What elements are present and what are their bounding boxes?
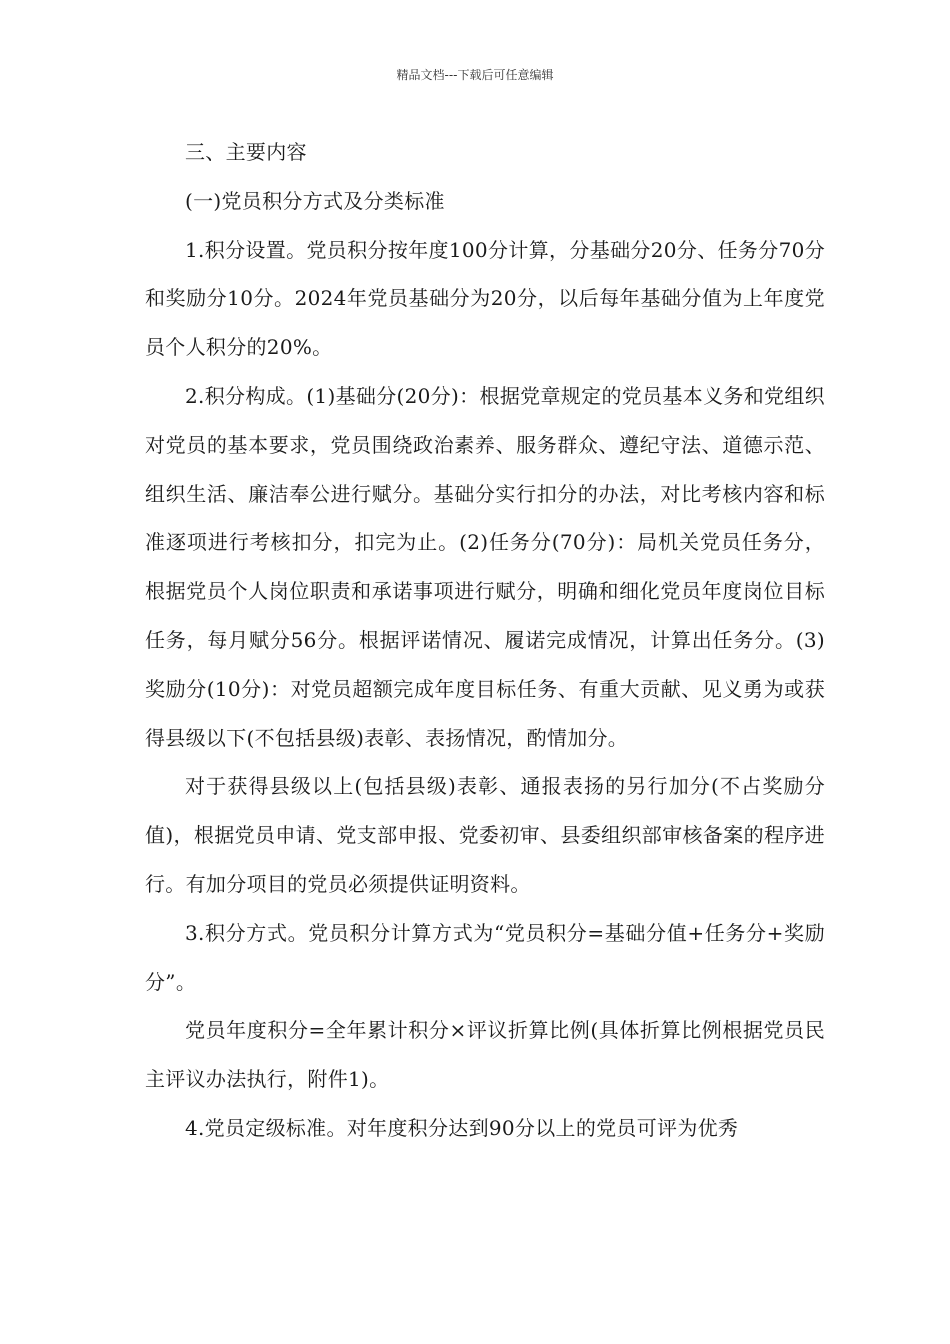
paragraph-annual-score: 党员年度积分=全年累计积分×评议折算比例(具体折算比例根据党员民主评议办法执行，附件1)。 [145,1018,825,1092]
paragraph-grading-standard: 4.党员定级标准。对年度积分达到90分以上的党员可评为优秀 [185,1115,739,1140]
section-heading: 三、主要内容 [185,140,307,164]
subsection-heading: (一)党员积分方式及分类标准 [185,188,445,213]
paragraph-score-setting: 1.积分设置。党员积分按年度100分计算，分基础分20分、任务分70分和奖励分10分。2024年党员基础分为20分，以后每年基础分值为上年度党员个人积分的20%。 [145,237,825,360]
paragraph-extra-points: 对于获得县级以上(包括县级)表彰、通报表扬的另行加分(不占奖励分值)，根据党员申请、党支部申报、党委初审、县委组织部审核备案的程序进行。有加分项目的党员必须提供证明资料。 [145,774,825,896]
paragraph-score-method: 3.积分方式。党员积分计算方式为“党员积分=基础分值+任务分+奖励分”。 [145,920,825,994]
document-body [145,128,825,1153]
page-header: 精品文档---下载后可任意编辑 [396,68,554,82]
paragraph-score-composition: 2.积分构成。(1)基础分(20分)：根据党章规定的党员基本义务和党组织对党员的基本要求，党员围绕政治素养、服务群众、遵纪守法、道德示范、组织生活、廉洁奉公进行赋分。基础分实行扣分的办法，对比考核内容和标准逐项进行考核扣分，扣完为止。(2)任务分(70分)：局机关党员任务分，根据党员个人岗位职责和承诺事项进行赋分，明确和细化党员年度岗位目标任务，每月赋分56分。根据评诺情况、履诺完成情况，计算出任务分。(3)奖励分(10分)：对党员超额完成年度目标任务、有重大贡献、见义勇为或获得县级以下(不包括县级)表彰、表扬情况，酌情加分。 [145,383,825,750]
